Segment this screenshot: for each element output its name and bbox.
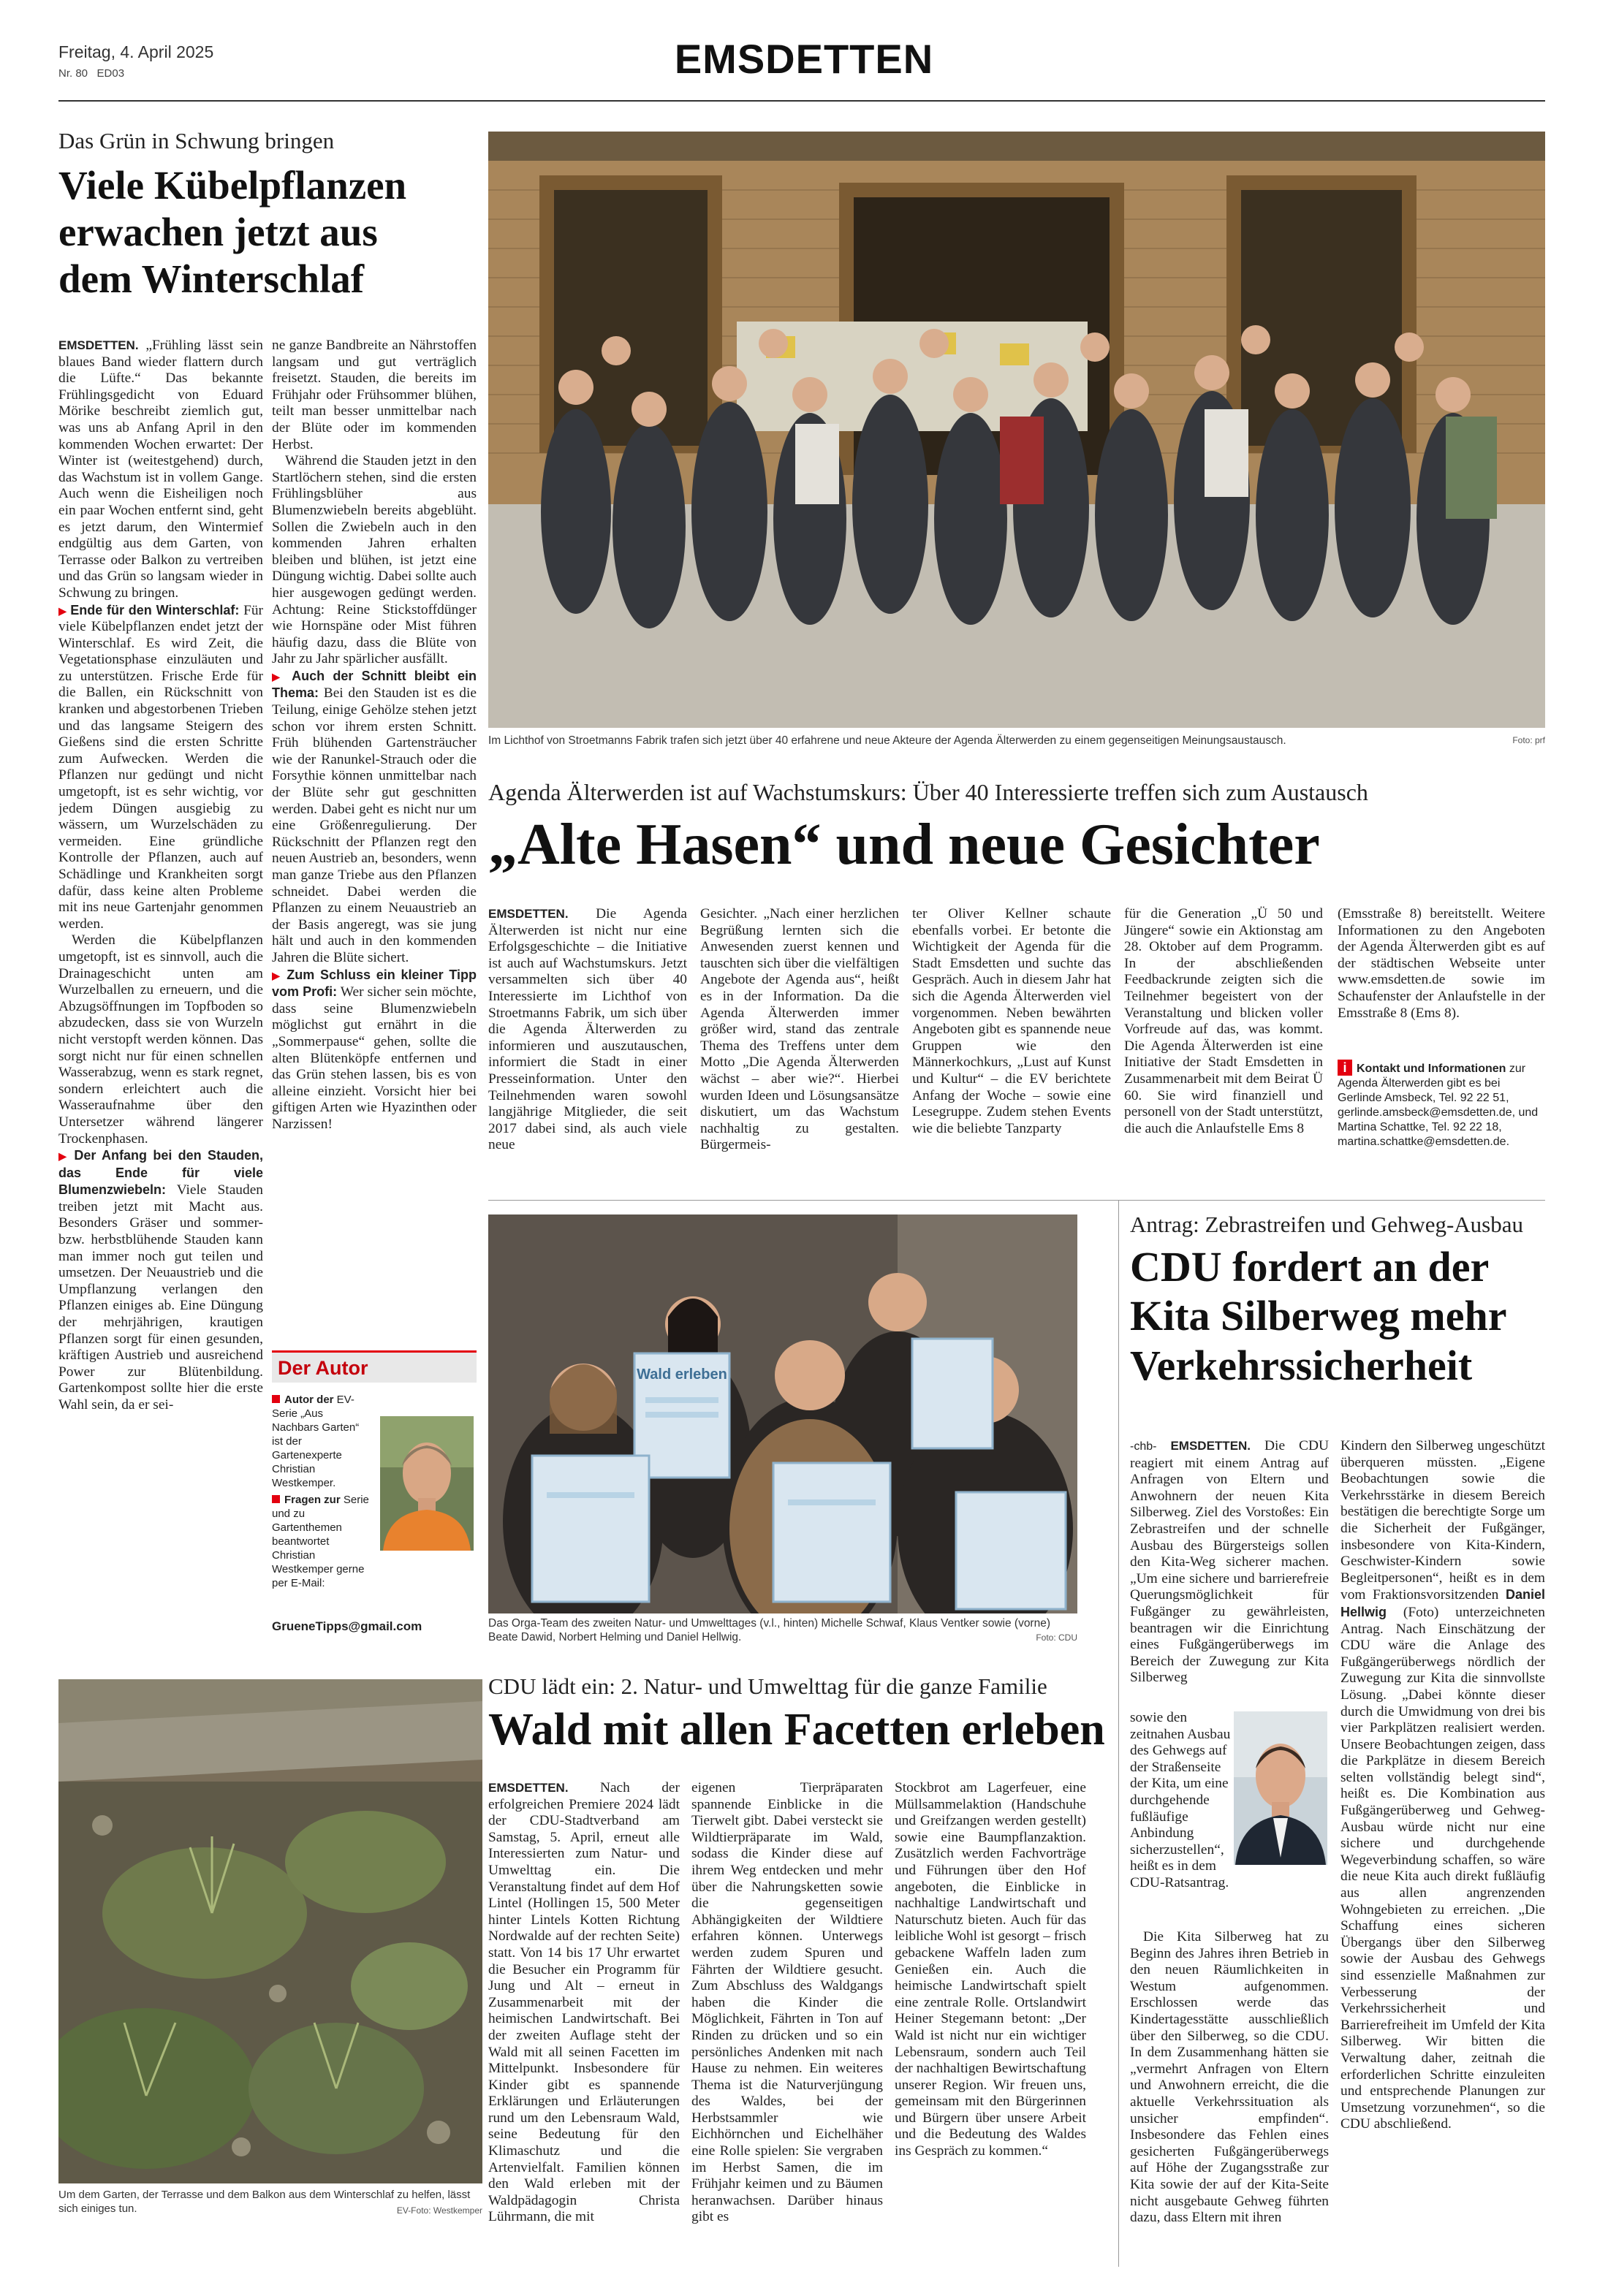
body-text: für die Generation „Ü 50 und Jüngere“ sowie ein Aktionstag am 28. Oktober auf dem Programm. In der abschließenden Feedbackrunde zeigten sich die Teilnehmer begeistert von der Veranstaltung und blicken voller Vorfreude auf das, was kommt. Die Agenda Älterwerden ist eine Initiative der Stadt Emsdetten in Zusammenarbeit mit dem Beirat Ü 60. Sie wird finanziell und personell von der Stadt unterstützt, die auch die Anlaufstelle Ems 8 (1124, 906, 1323, 1136)
body-text: ter Oliver Kellner schaute ebenfalls vorbei. Er betonte die Wichtigkeit der Agenda für die Stadt Emsdetten und suchte das Gespräch. Auch in diesem Jahr hat sich die Agenda Älterwerden viel vorgenommen. Neben bewährten Angeboten gibt es spannende neue Gruppen wie den Männerkochkurs, „Lust auf Kunst und Kultur“ – die EV berichtete Anfang der Woche – sowie eine Lesegruppe. Zudem stehen Events wie die beliebte Tanzparty (912, 906, 1111, 1136)
article2-column-2 (700, 906, 899, 1191)
article1-kicker: Das Grün in Schwung bringen (58, 128, 335, 153)
agenda-group-photo (488, 132, 1545, 728)
subheading: ▶ Auch der Schnitt bleibt ein Thema: (272, 669, 477, 701)
article4-column-2 (1340, 1438, 1545, 2264)
dateline: EMSDETTEN. (488, 1781, 569, 1795)
agenda-contact-box (1338, 1060, 1545, 1149)
body-text: Die Kita Silberweg hat zu Beginn des Jahres ihren Betrieb in den neuen Räumlichkeiten in Westum aufgenommen. Erschlossen werde das Kindertagesstätte ausschließlich über den Silberweg, so die CDU. In dem Zusammenhang hätten sie „vermehrt Anfragen von Eltern und Anwohnern erreicht, die die aktuelle Verkehrssituation als unsicher empfinden“. Insbesondere das Fehlen eines gesicherten Fußgängerüberwegs auf Höhe der Zugangsstraße zur Kita sowie der auf der Kita-Seite nicht ausgebaute Gehweg führten dazu, dass Eltern mit ihren (1130, 1929, 1329, 2226)
dateline: EMSDETTEN. (488, 907, 569, 921)
article2-kicker: Agenda Älterwerden ist auf Wachstumskurs: Über 40 Interessierte treffen sich zum Austausch (488, 779, 1368, 805)
person-name: Daniel Hellwig (1340, 1587, 1545, 1619)
issue-date: Freitag, 4. April 2025 (58, 42, 214, 61)
headline-line: erwachen jetzt aus (58, 209, 378, 254)
garden-image (58, 1679, 482, 2183)
article4-column-1a (1130, 1438, 1329, 1708)
article2-headline: „Alte Hasen“ und neue Gesichter (488, 813, 1320, 877)
article1-column-1 (58, 338, 263, 1646)
article3-kicker: CDU lädt ein: 2. Natur- und Umwelttag für die ganze Familie (488, 1673, 1047, 1699)
subheading: ▶ Der Anfang bei den Stauden, das Ende für viele Blumenzwiebeln: (58, 1148, 263, 1197)
hellwig-photo (1234, 1711, 1327, 1865)
column-divider (1118, 1200, 1119, 2267)
author-portrait-image (380, 1416, 474, 1551)
questions-label: Fragen zur (284, 1494, 341, 1506)
body-text: (Emsstraße 8) bereitstellt. Weitere Informationen zu den Angeboten der Agenda Älterwerden gibt es auf der städtischen Webseite unter www.emsdetten.de sowie im Schaufenster der Anlaufstelle in der Emsstraße 8 (Ems 8). (1338, 906, 1545, 1021)
headline-line: dem Winterschlaf (58, 256, 365, 301)
body-text: „Frühling lässt sein blaues Band wieder flattern durch die Lüfte.“ Das bekannte Frühlingsgedicht von Eduard Mörike beschreibt ziemlich gut, was uns ab Anfang April in den kommenden Wochen erwartet: Der Winter ist (weitestgehend) durch, das Wachstum ist in vollem Gange. Auch wenn die Eisheiligen noch ein paar Wochen entfernt sind, geht es jetzt darum, den Wintermief endgültig aus dem Garten, von Terrasse oder Balkon zu vertreiben und das Grün so langsam wieder in Schwung zu bringen. (58, 338, 263, 601)
contact-text: zur Agenda Älterwerden gibt es bei Gerlinde Amsbeck, Tel. 92 22 51, gerlinde.amsbeck@emsdetten.de, und Martina Schattke, Tel. 92 22 18, martina.schattke@emsdetten.de. (1338, 1063, 1539, 1148)
questions-text: Serie und zu Gartenthemen beantwortet Christian Westkemper gerne per E-Mail: (272, 1494, 369, 1589)
dateline: EMSDETTEN. (1170, 1439, 1251, 1453)
cdu-photo-credit: Foto: CDU (1036, 1632, 1077, 1643)
bullet-square-icon (272, 1495, 280, 1503)
article2-column-3 (912, 906, 1111, 1191)
body-text: eigenen Tierpräparaten spannende Einblicke in die Tierwelt gibt. Dabei versteckt sie Wildtierpräparate im Wald, sodass die Kinder diese auf ihrem Weg entdecken und mehr über die Nahrungsketten sowie die gegenseitigen Abhängigkeiten der Wildtiere erfahren können. Unterwegs werden zudem Spuren und Fährten der Wildtiere gesucht. Zum Abschluss des Waldgangs haben die Kinder die Möglichkeit, Fährten in Ton auf Rinden zu drücken und so ein persönliches Andenken mit nach Hause zu nehmen. Ein weiteres Thema ist die Naturverjüngung des Waldes, bei der Herbstsammler wie Eichhörnchen und Eichelhäher eine Rolle spielen: Sie vergraben im Herbst Samen, die im Frühjahr keimen und zu Bäumen heranwachsen. Darüber hinaus gibt es (691, 1780, 883, 2225)
article4-column-1c (1130, 1929, 1329, 2265)
body-text: Wer sicher sein möchte, dass seine Blumenzwiebeln möglichst gut ernährt in die „Sommerpause“ gehen, sollte die alten Blütenköpfe entfernen und das Grün stehen lassen, bis es von alleine einzieht. Vorsicht hier bei giftigen Arten wie Hyazinthen oder Narzissen! (272, 984, 477, 1132)
article4-headline (1130, 1242, 1547, 1390)
body-text: Werden die Kübelpflanzen umgetopft, ist es sinnvoll, auch die Drainageschicht unten am Wurzelballen zu erneuern, und die Abzugsöffnungen im Topfboden so abzudecken, dass sie von Wurzeln nicht verstopft werden können. Das sorgt nicht nur für einen schnellen Wasserabzug, wenn es stark regnet, sondern erleichtert auch die Wasseraufnahme über den Untersetzer während längerer Trockenphasen. (58, 932, 263, 1147)
group-photo-caption: Im Lichthof von Stroetmanns Fabrik trafen sich jetzt über 40 erfahrene und neue Akteure der Agenda Älterwerden zu einem gegenseitigen Meinungsaustausch. (488, 734, 1286, 747)
author-box (272, 1350, 477, 1650)
garden-photo-credit: EV-Foto: Westkemper (396, 2205, 482, 2216)
body-text: Nach der erfolgreichen Premiere 2024 lädt der CDU-Stadtverband am Samstag, 5. April, erneut alle Interessierten zum Natur- und Umwelttag ein. Die Veranstaltung findet auf dem Hof Lintel (Hollingen 15, 500 Meter hinter Lintels Kotten Richtung Nordwalde auf der rechten Seite) statt. Von 14 bis 17 Uhr erwartet die Besucher ein Programm für Jung und Alt – erneut in Zusammenarbeit mit der heimischen Landwirtschaft. Bei der zweiten Auflage steht der Wald mit all seinen Facetten im Mittelpunkt. Insbesondere für Kinder gibt es spannende Erklärungen und Erläuterungen rund um den Lebensraum Wald, seine Bedeutung für den Klimaschutz und die Artenvielfalt. Familien können den Wald erleben mit der Waldpädagogin Christa Lührmann, die mit (488, 1780, 680, 2225)
body-text: Stockbrot am Lagerfeuer, eine Müllsammelaktion (Handschuhe und Greifzangen werden gestellt) sowie eine Baumpflanzaktion. Zusätzlich werden Fachvorträge und Führungen über den Hof angeboten, die Einblicke in nachhaltige Landwirtschaft und Naturschutz bieten. Auch für das leibliche Wohl ist gesorgt – frisch gebackene Waffeln laden zum Genießen ein. Auch die heimische Landwirtschaft spielt eine zentrale Rolle. Ortslandwirt Heiner Stegemann betont: „Der Wald ist nicht nur ein wichtiger Lebensraum, sondern auch Teil der nachhaltigen Bewirtschaftung unserer Region. Wir freuen uns, gemeinsam mit den Bürgerinnen und Bürgern über unsere Arbeit und die Bedeutung des Waldes ins Gespräch zu kommen.“ (895, 1780, 1086, 2159)
author-box-text (272, 1393, 371, 1590)
author-box-title: Der Autor (278, 1357, 368, 1379)
body-text: Kindern den Silberweg ungeschützt überqueren müssten. „Eigene Beobachtungen sowie die Verkehrsstärke in diesem Bereich bestätigen die berechtigte Sorge um die Sicherheit der Fußgänger, insbesondere von Kita-Kindern, Geschwister-Kindern sowie Begleitpersonen“, heißt es in dem vom Fraktionsvorsitzenden (1340, 1438, 1545, 1603)
body-text: Bei den Stauden ist es die Teilung, einige Gehölze stehen jetzt schon vor ihrem ersten Schnitt. Früh blühenden Gartensträucher wie der Ranunkel-Strauch oder die Forsythie können unmittelbar nach der Blüte sehr gut geschnitten werden. Dabei geht es nicht nur um eine Größenregulierung. Der Rückschnitt der Pflanzen regt den neuen Austrieb an, besonders, wenn man ganze Triebe aus den Pflanzen schneidet. Dabei werden die Pflanzen zu einem Neuaustrieb an der Basis angeregt, was sie jung hält und auch in den kommenden Jahren die Blüte sichert. (272, 685, 477, 965)
article3-column-3 (895, 1780, 1086, 2262)
headline-line: Viele Kübelpflanzen (58, 163, 407, 208)
article2-column-5 (1338, 906, 1545, 1052)
cdu-team-photo (488, 1214, 1077, 1613)
byline: -chb- (1130, 1440, 1157, 1453)
body-text: Die Agenda Älterwerden ist nicht nur eine Erfolgsgeschichte – die Initiative ist auch auf Wachstumskurs. Jetzt versammelten sich über 40 Interessierte im Lichthof von Stroetmanns Fabrik, um sich über die Agenda Älterwerden zu informieren und auszutauschen, informiert die Stadt in einer Presseinformation. Unter den Teilnehmenden waren sowohl langjährige Mitglieder, die seit 2017 dabei sind, als auch viele neue (488, 906, 687, 1153)
article3-column-1 (488, 1780, 680, 2262)
body-text: (Foto) unterzeichneten Antrag. Nach Einschätzung der CDU wäre die Anlage des Fußgängerüberwegs nördlich der Zuwegung zur Kita die sinnvollste Lösung. „Dabei könnte dieser durch die Umwidmung von drei bis vier Parkplätzen realisiert werden. Unsere Beobachtungen zeigen, dass die Parkplätze in diesem Bereich selten vollständig belegt sind“, heißt es. Die Kombination aus Fußgängerüberweg und Gehweg-Ausbau würde nicht nur eine sichere und durchgehende Wegeverbindung schaffen, so wäre die neue Kita auch direkt fußläufig aus allen angrenzenden Wohngebieten zu erreichen. „Die Schaffung eines sicheren Übergangs über den Silberweg sowie der Ausbau des Gehwegs sind essenzielle Maßnahmen zur Verbesserung der Verkehrssicherheit und Barrierefreiheit im Umfeld der Kita Silberweg. Wir bitten die Verwaltung daher, zeitnah die erforderlichen Schritte einzuleiten und entsprechende Planungen zur Umsetzung vorzunehmen“, so die CDU abschließend. (1340, 1604, 1545, 2132)
headline-line: CDU fordert an der (1130, 1243, 1490, 1290)
body-text: Gesichter. „Nach einer herzlichen Begrüßung lernten sich die Anwesenden zuerst kennen und tauschten sich über die vielfältigen Angebote der Agenda aus“, heißt es in der Information. Da die Agenda Älterwerden immer größer wird, stand das zentrale Thema des Treffens unter dem Motto „Die Agenda Älterwerden wächst – aber wie?“. Hierbei wurden Ideen und Lösungsansätze diskutiert, um das Wachstum nachhaltig zu gestalten. Bürgermeis- (700, 906, 899, 1153)
contact-title: Kontakt und Informationen (1357, 1063, 1506, 1075)
dateline: EMSDETTEN. (58, 338, 139, 352)
team-image (488, 1214, 1077, 1613)
section-title: EMSDETTEN (674, 36, 934, 82)
body-text: Die CDU reagiert mit einem Antrag auf Anfragen von Eltern und Anwohnern der neuen Kita Silberweg. Ziel des Vorstoßes: Ein Zebrastreifen und der schnelle Ausbau des Bürgersteigs sollen den Kita-Weg sicherer machen. „Um eine sichere und barrierefreie Querungsmöglichkeit für Fußgänger zu gewährleisten, beantragen wir die Einrichtung eines Fußgängerüberwegs im Bereich der Zuwegung zur Kita Silberweg (1130, 1438, 1329, 1686)
article3-column-2 (691, 1780, 883, 2262)
author-email[interactable]: GrueneTipps@gmail.com (272, 1619, 422, 1633)
author-text: EV-Serie „Aus Nachbars Garten“ ist der Gartenexperte Christian Westkemper. (272, 1394, 360, 1489)
group-image (488, 132, 1545, 728)
cdu-photo-caption: Das Orga-Team des zweiten Natur- und Umwelttages (v.l., hinten) Michelle Schwaf, Klaus Ventker sowie (vorne) Beate Dawid, Norbert Helming und Daniel Hellwig. (488, 1617, 1050, 1643)
poster-title: Wald erleben (637, 1366, 727, 1383)
group-photo-credit: Foto: prf (1512, 735, 1545, 745)
article1-headline (58, 162, 482, 302)
garden-photo (58, 1679, 482, 2183)
author-box-header (272, 1350, 477, 1383)
author-label: Autor der (284, 1394, 334, 1406)
body-text: ne ganze Bandbreite an Nährstoffen langsam und gut verträglich freisetzt. Stauden, die bereits im Frühjahr oder Frühsommer blühen, teilt man besser unmittelbar nach der Blüte oder im kommenden Herbst. (272, 338, 477, 452)
info-icon: i (1338, 1060, 1352, 1076)
divider (488, 1200, 1545, 1201)
article2-column-4 (1124, 906, 1323, 1191)
body-text: Für viele Kübelpflanzen endet jetzt der Winterschlaf. Es wird Zeit, die Vegetationsphase einzuläuten und zu unterstützen. Frische Erde für die Ballen, ein Rückschnitt von kranken und abgestorbenen Trieben und das langsame Steigern des Gießens sind die ersten Schritte zum Aufwecken. Werden die Pflanzen nur gedüngt und nicht umgetopft, ist es sehr wichtig, vor jedem Düngen ausgiebig zu wässern, um Wurzelschäden zu vermeiden. Eine gründliche Kontrolle der Pflanzen, auch auf Schädlinge und Krankheiten sorgt dafür, dass keine alten Probleme mit ins neue Gartenjahr genommen werden. (58, 602, 263, 932)
header-rule (58, 100, 1545, 102)
article4-kicker: Antrag: Zebrastreifen und Gehweg-Ausbau (1130, 1212, 1524, 1237)
body-text: Viele Stauden treiben jetzt mit Macht aus. Besonders Gräser und sommer- bzw. herbstblühende Stauden kann man immer noch gut teilen und umsetzen. Der Neuaustrieb und die Umpflanzung verlangen den Pflanzen einiges ab. Eine Düngung der mehrjährigen, krautigen Pflanzen sorgt für einen gesunden, kräftigen Austrieb und ausreichend Power zur Blütenbildung. Gartenkompost sollte hier die erste Wahl sein, da er sei- (58, 1182, 263, 1413)
headline-line: Kita Silberweg mehr (1130, 1292, 1507, 1340)
body-text: sowie den zeitnahen Ausbau des Gehwegs auf der Straßenseite der Kita, um eine durchgehende fußläufige Anbindung sicherzustellen“, heißt es in dem CDU-Ratsantrag. (1130, 1710, 1231, 1890)
hellwig-portrait-image (1234, 1711, 1327, 1865)
article4-column-1b (1130, 1710, 1231, 1926)
issue-nr: Nr. 80 (58, 67, 88, 80)
bullet-square-icon (272, 1395, 280, 1403)
article2-column-1 (488, 906, 687, 1191)
article1-column-2 (272, 338, 477, 1317)
author-photo (380, 1416, 474, 1551)
headline-line: Verkehrssicherheit (1130, 1341, 1473, 1389)
garden-photo-caption: Um dem Garten, der Terrasse und dem Balkon aus dem Winterschlaf zu helfen, lässt sich einiges tun. (58, 2189, 471, 2215)
body-text: Während die Stauden jetzt in den Startlöchern stehen, sind die ersten Frühlingsblüher aus Blumenzwiebeln bereits abgeblüht. Sollen die Zwiebeln auch in den kommenden Jahren erhalten bleiben und blühen, ist jetzt eine Düngung wichtig. Dabei sollte auch hier ausgewogen gedüngt werden. Achtung: Reine Stickstoffdünger wie Hornspäne oder Mist führen häufig dazu, dass die Blüte von Jahr zu Jahr spärlicher ausfällt. (272, 453, 477, 667)
article3-headline: Wald mit allen Facetten erleben (488, 1705, 1105, 1755)
subheading: ▶ Zum Schluss ein kleiner Tipp vom Profi: (272, 968, 477, 1000)
edition-code: ED03 (96, 67, 125, 80)
subheading: ▶ Ende für den Winterschlaf: (58, 603, 239, 617)
